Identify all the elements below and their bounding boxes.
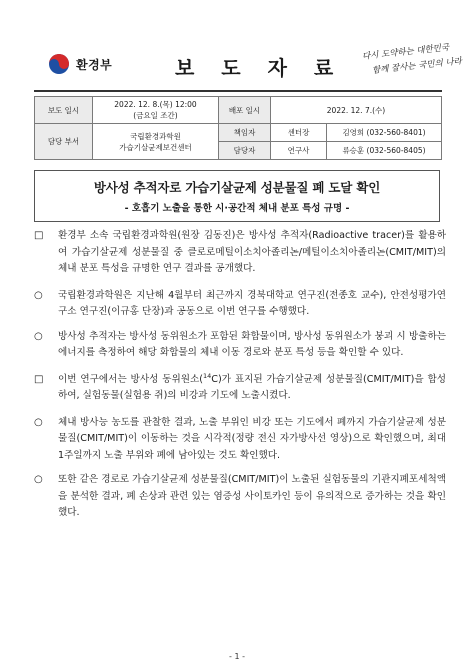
header-divider — [34, 90, 442, 92]
paragraph-4-text-a: 이번 연구에서는 방사성 동위원소( — [58, 373, 204, 385]
isotope-superscript: 14 — [203, 371, 212, 380]
paragraph-1 — [34, 228, 446, 278]
distribute-time-label: 배포 일시 — [219, 97, 271, 124]
distribute-time-value: 2022. 12. 7.(수) — [271, 97, 442, 124]
department-value — [93, 124, 219, 160]
release-time-value — [93, 97, 219, 124]
officer-title: 연구사 — [271, 142, 327, 160]
paragraph-5 — [34, 415, 446, 465]
slogan-line-1: 다시 도약하는 대한민국 — [361, 42, 450, 62]
paragraph-3-text: 방사성 추적자는 방사성 동위원소가 포함된 화합물이며, 방사성 동위원소가 붕괴 시 방출하는 에너지를 측정하여 해당 화합물의 체내 이동 경로와 분포 특성 등을 확인할 수 있다. — [58, 330, 446, 358]
square-bullet-icon: □ — [34, 230, 44, 241]
paragraph-4-text-b: C)가 표지된 가습기살균제 성분물질(CMIT/MIT)을 합성하여, 실험동물(실험용 쥐)의 비강과 기도에 노출시켰다. — [58, 373, 446, 401]
responsible-title: 센터장 — [271, 124, 327, 142]
headline-box — [34, 170, 440, 222]
paragraph-4 — [34, 372, 446, 405]
release-time-line2: (금요일 조간) — [133, 111, 178, 120]
release-time-line1: 2022. 12. 8.(목) 12:00 — [114, 100, 197, 109]
release-info-table — [34, 96, 442, 160]
page-number: - 1 - — [229, 652, 245, 661]
circle-bullet-icon: ○ — [34, 330, 43, 342]
paragraph-3 — [34, 329, 446, 362]
headline-subtitle: - 호흡기 노출을 통한 시·공간적 체내 분포 특성 규명 - — [124, 203, 350, 214]
ministry-name: 환경부 — [76, 57, 113, 72]
circle-bullet-icon: ○ — [34, 416, 43, 428]
paragraph-6-text: 또한 같은 경로로 가습기살균제 성분물질(CMIT/MIT)이 노출된 실험동물의 기관지폐포세척액을 분석한 결과, 폐 손상과 관련 있는 염증성 사이토카인 등이 유의적으로 증가하는 것을 확인했다. — [58, 474, 446, 518]
ministry-logo — [48, 52, 158, 76]
government-slogan — [361, 42, 463, 82]
department-line1: 국립환경과학원 — [130, 131, 181, 141]
headline-title: 방사성 추적자로 가습기살균제 성분물질 폐 도달 확인 — [93, 180, 381, 195]
officer-contact: 류승훈 (032-560-8405) — [327, 142, 442, 160]
paragraph-5-text: 체내 방사능 농도를 관찰한 결과, 노출 부위인 비강 또는 기도에서 폐까지 가습기살균제 성분물질(CMIT/MIT)이 이동하는 것을 시각적(정량 전신 자가방사선 영상)으로 확인했으며, 최대 1주일까지 노출 부위와 폐에 남아있는 것도 확인했다. — [58, 416, 446, 461]
taegeuk-emblem-icon — [48, 53, 70, 75]
paragraph-2-text: 국립환경과학원은 지난해 4월부터 최근까지 경북대학교 연구진(전종호 교수), 안전성평가연구소 연구진(이규홍 단장)과 공동으로 이번 연구를 수행했다. — [58, 289, 446, 317]
page-header — [0, 0, 474, 92]
slogan-line-2: 함께 잘사는 국민의 나라 — [371, 56, 463, 76]
responsible-contact: 김영희 (032-560-8401) — [327, 124, 442, 142]
paragraph-1-text: 환경부 소속 국립환경과학원(원장 김동진)은 방사성 추적자(Radioactive tracer)를 활용하여 가습기살균제 성분물질 중 클로로메틸이소치아졸리논/메틸이소치아졸리논(CMIT/MIT)의 체내 분포 특성을 규명한 연구 결과를 공개했다. — [58, 230, 446, 274]
officer-label: 담당자 — [219, 142, 271, 160]
release-time-label: 보도 일시 — [35, 97, 93, 124]
circle-bullet-icon: ○ — [34, 289, 43, 301]
square-bullet-icon: □ — [34, 373, 44, 385]
responsible-label: 책임자 — [219, 124, 271, 142]
paragraph-2 — [34, 288, 446, 321]
press-release-body — [34, 228, 446, 530]
paragraph-6 — [34, 472, 446, 522]
department-line2: 가습기살균제보건센터 — [119, 142, 192, 152]
document-type-title: 보 도 자 료 — [175, 56, 344, 80]
department-label: 담당 부서 — [35, 124, 93, 160]
circle-bullet-icon: ○ — [34, 474, 43, 485]
